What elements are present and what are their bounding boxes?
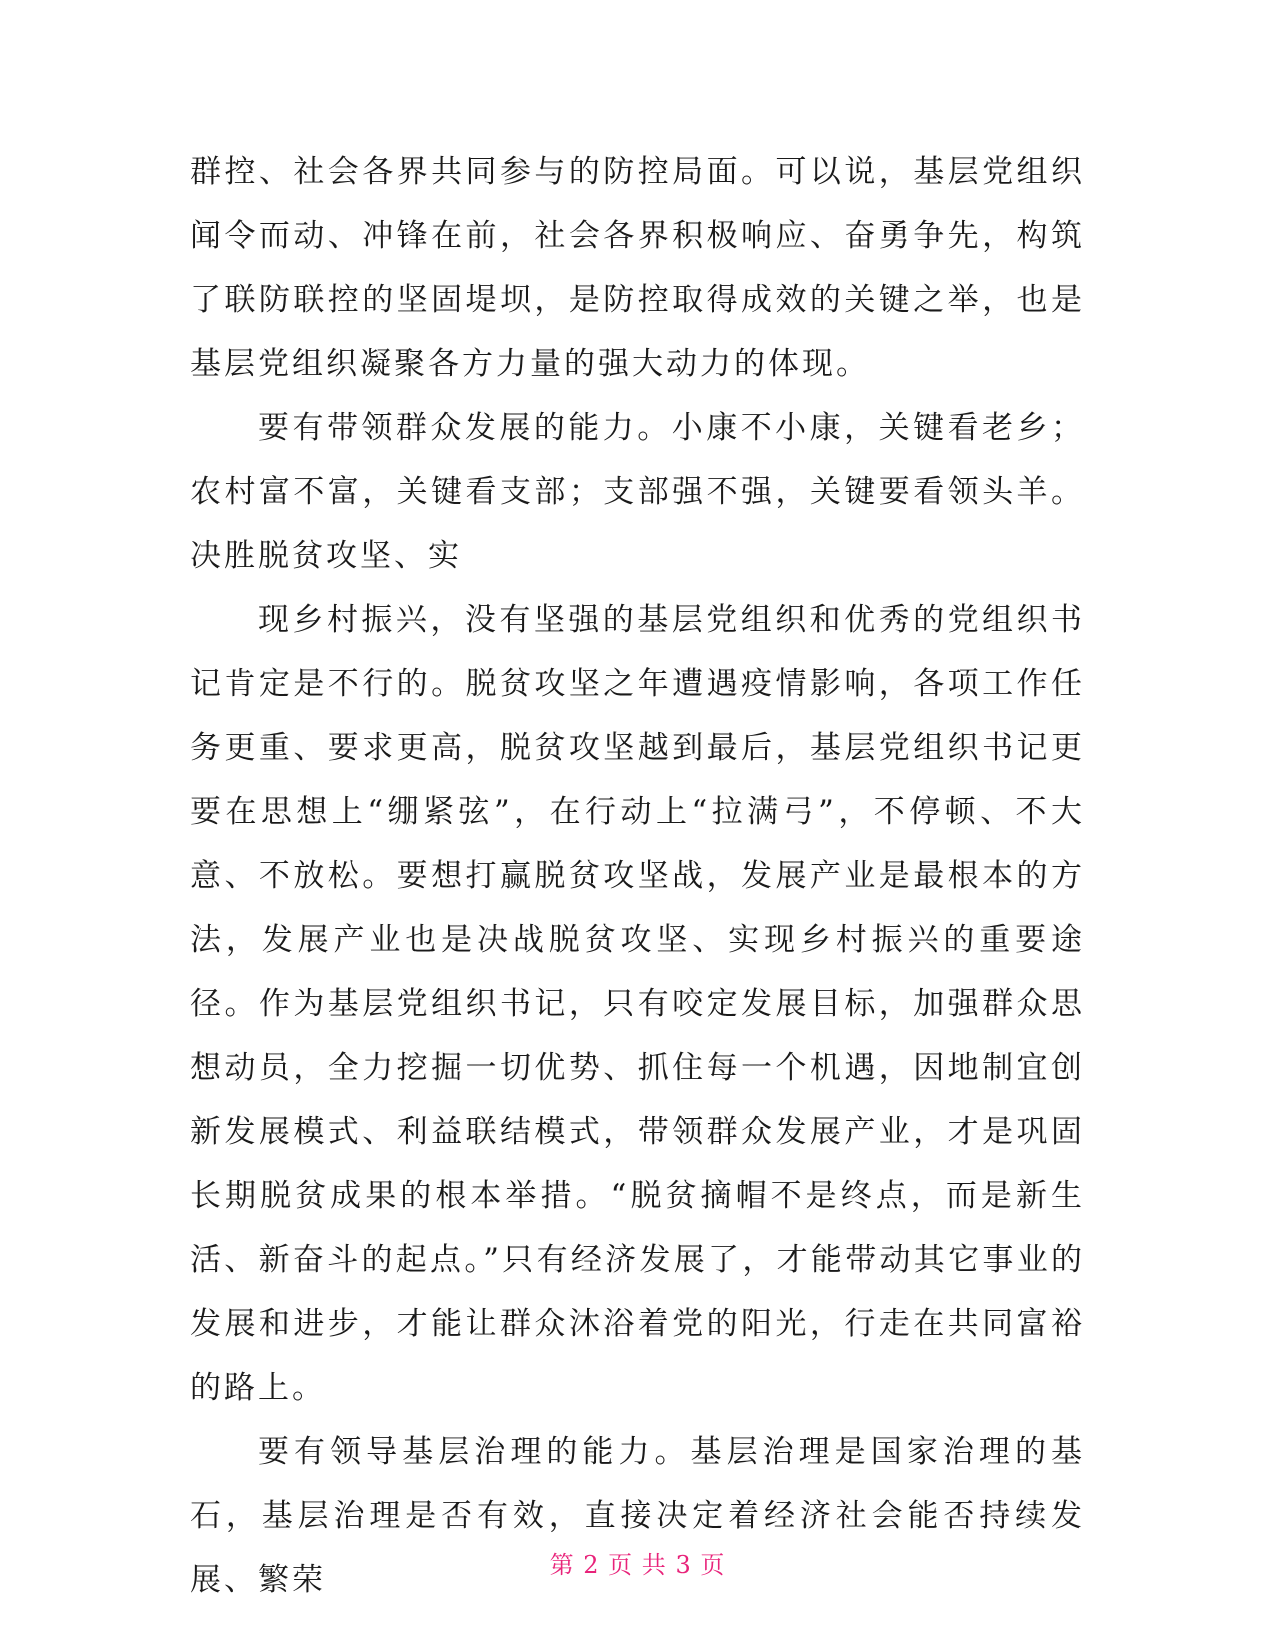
document-body <box>190 140 1085 1612</box>
page-number-footer: 第 2 页 共 3 页 <box>549 1551 726 1579</box>
paragraph-3: 现乡村振兴，没有坚强的基层党组织和优秀的党组织书记肯定是不行的。脱贫攻坚之年遭遇疫情影响，各项工作任务更重、要求更高，脱贫攻坚越到最后，基层党组织书记更要在思想上“绷紧弦”，在行动上“拉满弓”，不停顿、不大意、不放松。要想打赢脱贫攻坚战，发展产业是最根本的方法，发展产业也是决战脱贫攻坚、实现乡村振兴的重要途径。作为基层党组织书记，只有咬定发展目标，加强群众思想动员，全力挖掘一切优势、抓住每一个机遇，因地制宜创新发展模式、利益联结模式，带领群众发展产业，才是巩固长期脱贫成果的根本举措。“脱贫摘帽不是终点，而是新生活、新奋斗的起点。”只有经济发展了，才能带动其它事业的发展和进步，才能让群众沐浴着党的阳光，行走在共同富裕的路上。 <box>190 602 1085 1406</box>
paragraph-4: 要有领导基层治理的能力。基层治理是国家治理的基石，基层治理是否有效，直接决定着经济社会能否持续发展、繁荣 <box>190 1434 1085 1598</box>
paragraph-1: 群控、社会各界共同参与的防控局面。可以说，基层党组织闻令而动、冲锋在前，社会各界积极响应、奋勇争先，构筑了联防联控的坚固堤坝，是防控取得成效的关键之举，也是基层党组织凝聚各方力量的强大动力的体现。 <box>190 154 1085 382</box>
paragraph-2: 要有带领群众发展的能力。小康不小康，关键看老乡；农村富不富，关键看支部；支部强不强，关键要看领头羊。决胜脱贫攻坚、实 <box>190 410 1085 574</box>
